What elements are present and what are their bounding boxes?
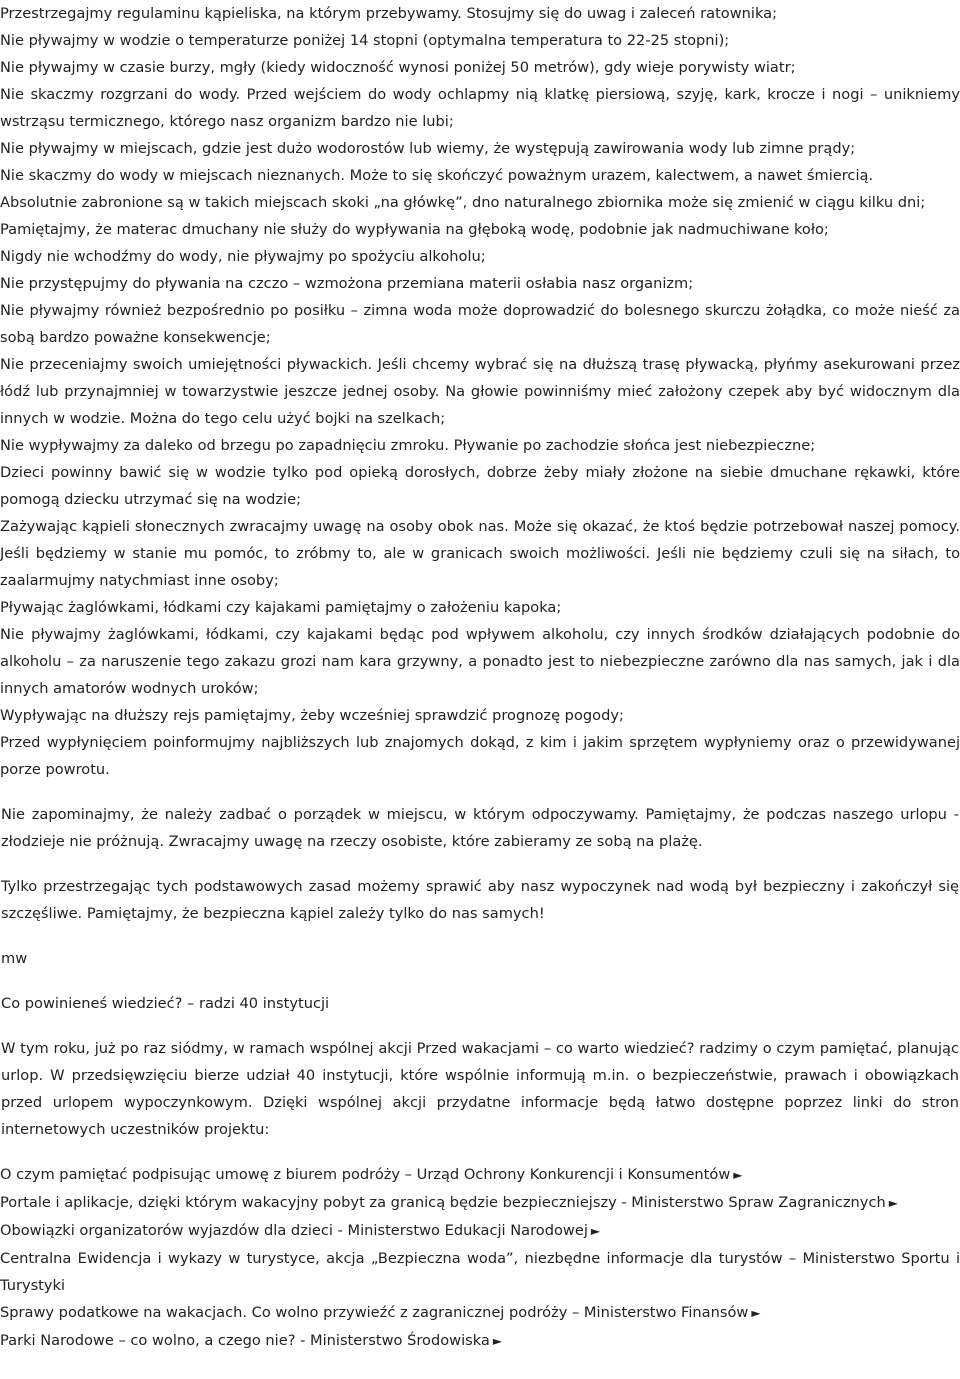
rule-item: Nigdy nie wchodźmy do wody, nie pływajmy po spożyciu alkoholu;	[0, 248, 486, 265]
spacer	[0, 855, 960, 873]
link-text[interactable]: Centralna Ewidencja i wykazy w turystyce, akcja „Bezpieczna woda”, niezbędne informacje dla turystów – Ministerstwo Sportu i Turystyki	[0, 1250, 960, 1294]
paragraph-closing: Tylko przestrzegając tych podstawowych zasad możemy sprawić aby nasz wypoczynek nad wodą był bezpieczny i zakończył się szczęśliwe. Pamiętajmy, że bezpieczna kąpiel zależy tylko do nas samych!	[1, 878, 959, 922]
arrow-right-icon: ►	[751, 1306, 761, 1320]
link-item[interactable]	[0, 1161, 960, 1189]
link-item[interactable]	[0, 1217, 960, 1245]
rule-item: Nie przystępujmy do pływania na czczo – wzmożona przemiana materii osłabia nasz organizm;	[0, 275, 694, 292]
author-signature: mw	[1, 950, 28, 967]
rule-item: Przed wypłynięciem poinformujmy najbliższych lub znajomych dokąd, z kim i jakim sprzętem wypłyniemy oraz o przewidywanej porze powrotu.	[0, 734, 960, 778]
link-item[interactable]	[0, 1189, 960, 1217]
rule-item: Wypływając na dłuższy rejs pamiętajmy, żeby wcześniej sprawdzić prognozę pogody;	[0, 707, 624, 724]
link-item[interactable]	[0, 1299, 960, 1327]
spacer	[0, 1143, 960, 1161]
rule-item: Nie skaczmy do wody w miejscach nieznanych. Może to się skończyć poważnym urazem, kalectwem, a nawet śmiercią.	[0, 167, 874, 184]
section-title: Co powinieneś wiedzieć? – radzi 40 instytucji	[1, 995, 330, 1012]
rule-item: Nie pływajmy żaglówkami, łódkami, czy kajakami będąc pod wpływem alkoholu, czy innych środków działających podobnie do alkoholu – za naruszenie tego zakazu grozi nam kara grzywny, a ponadto jest to niebezpieczne zarówno dla nas samych, jak i dla innych amatorów wodnych uroków;	[0, 626, 960, 697]
arrow-right-icon: ►	[888, 1196, 898, 1210]
spacer	[0, 927, 960, 945]
links-list	[0, 1161, 960, 1355]
link-text[interactable]: Sprawy podatkowe na wakacjach. Co wolno przywieźć z zagranicznej podróży – Ministerstwo Finansów	[0, 1304, 749, 1321]
link-item[interactable]	[0, 1327, 960, 1355]
link-text[interactable]: Obowiązki organizatorów wyjazdów dla dzieci - Ministerstwo Edukacji Narodowej	[0, 1222, 588, 1239]
section-intro: W tym roku, już po raz siódmy, w ramach wspólnej akcji Przed wakacjami – co warto wiedzieć? radzimy o czym pamiętać, planując urlop. W przedsięwzięciu bierze udział 40 instytucji, które wspólnie informują m.in. o bezpieczeństwie, prawach i obowiązkach przed urlopem wypoczynkowym. Dzięki wspólnej akcji przydatne informacje będą łatwo dostępne poprzez linki do stron internetowych uczestników projektu:	[1, 1040, 959, 1138]
rule-item: Nie pływajmy w czasie burzy, mgły (kiedy widoczność wynosi poniżej 50 metrów), gdy wieje porywisty wiatr;	[0, 59, 796, 76]
link-text[interactable]: Parki Narodowe – co wolno, a czego nie? - Ministerstwo Środowiska	[0, 1332, 490, 1349]
rule-item: Pływając żaglówkami, łódkami czy kajakami pamiętajmy o założeniu kapoka;	[0, 599, 562, 616]
rule-item: Absolutnie zabronione są w takich miejscach skoki „na główkę”, dno naturalnego zbiornika może się zmienić w ciągu kilku dni;	[0, 194, 926, 211]
arrow-right-icon: ►	[733, 1168, 743, 1182]
rule-item: Nie skaczmy rozgrzani do wody. Przed wejściem do wody ochlapmy nią klatkę piersiową, szyję, kark, krocze i nogi – unikniemy wstrząsu termicznego, którego nasz organizm bardzo nie lubi;	[0, 86, 960, 130]
rule-item: Nie pływajmy w miejscach, gdzie jest dużo wodorostów lub wiemy, że występują zawirowania wody lub zimne prądy;	[0, 140, 856, 157]
link-text[interactable]: O czym pamiętać podpisując umowę z biurem podróży – Urząd Ochrony Konkurencji i Konsumentów	[0, 1166, 731, 1183]
spacer	[0, 1017, 960, 1035]
rule-item: Nie przeceniajmy swoich umiejętności pływackich. Jeśli chcemy wybrać się na dłuższą trasę pływacką, płyńmy asekurowani przez łódź lub przynajmniej w towarzystwie jeszcze jednej osoby. Na głowie powinniśmy mieć założony czepek aby być widocznym dla innych w wodzie. Można do tego celu użyć bojki na szelkach;	[0, 356, 960, 427]
rule-item: Przestrzegajmy regulaminu kąpieliska, na którym przebywamy. Stosujmy się do uwag i zaleceń ratownika;	[0, 5, 778, 22]
link-text[interactable]: Portale i aplikacje, dzięki którym wakacyjny pobyt za granicą będzie bezpieczniejszy - Ministerstwo Spraw Zagranicznych	[0, 1194, 886, 1211]
rule-item: Dzieci powinny bawić się w wodzie tylko pod opieką dorosłych, dobrze żeby miały złożone na siebie dmuchane rękawki, które pomogą dziecku utrzymać się na wodzie;	[0, 464, 960, 508]
arrow-right-icon: ►	[590, 1224, 601, 1238]
spacer	[0, 783, 960, 801]
rule-item: Nie pływajmy również bezpośrednio po posiłku – zimna woda może doprowadzić do bolesnego skurczu żołądka, co może nieść za sobą bardzo poważne konsekwencje;	[0, 302, 960, 346]
rule-item: Nie pływajmy w wodzie o temperaturze poniżej 14 stopni (optymalna temperatura to 22-25 stopni);	[0, 32, 730, 49]
rule-item: Zażywając kąpieli słonecznych zwracajmy uwagę na osoby obok nas. Może się okazać, że ktoś będzie potrzebował naszej pomocy. Jeśli będziemy w stanie mu pomóc, to zróbmy to, ale w granicach swoich możliwości. Jeśli nie będziemy czuli się na siłach, to zaalarmujmy natychmiast inne osoby;	[0, 518, 960, 589]
rule-item: Nie wypływajmy za daleko od brzegu po zapadnięciu zmroku. Pływanie po zachodzie słońca jest niebezpieczne;	[0, 437, 816, 454]
link-item[interactable]	[0, 1245, 960, 1299]
spacer	[0, 972, 960, 990]
rule-item: Pamiętajmy, że materac dmuchany nie służy do wypływania na głęboką wodę, podobnie jak nadmuchiwane koło;	[0, 221, 829, 238]
paragraph-order: Nie zapominajmy, że należy zadbać o porządek w miejscu, w którym odpoczywamy. Pamiętajmy, że podczas naszego urlopu - złodzieje nie próżnują. Zwracajmy uwagę na rzeczy osobiste, które zabieramy ze sobą na plażę.	[1, 806, 959, 850]
arrow-right-icon: ►	[492, 1334, 503, 1348]
